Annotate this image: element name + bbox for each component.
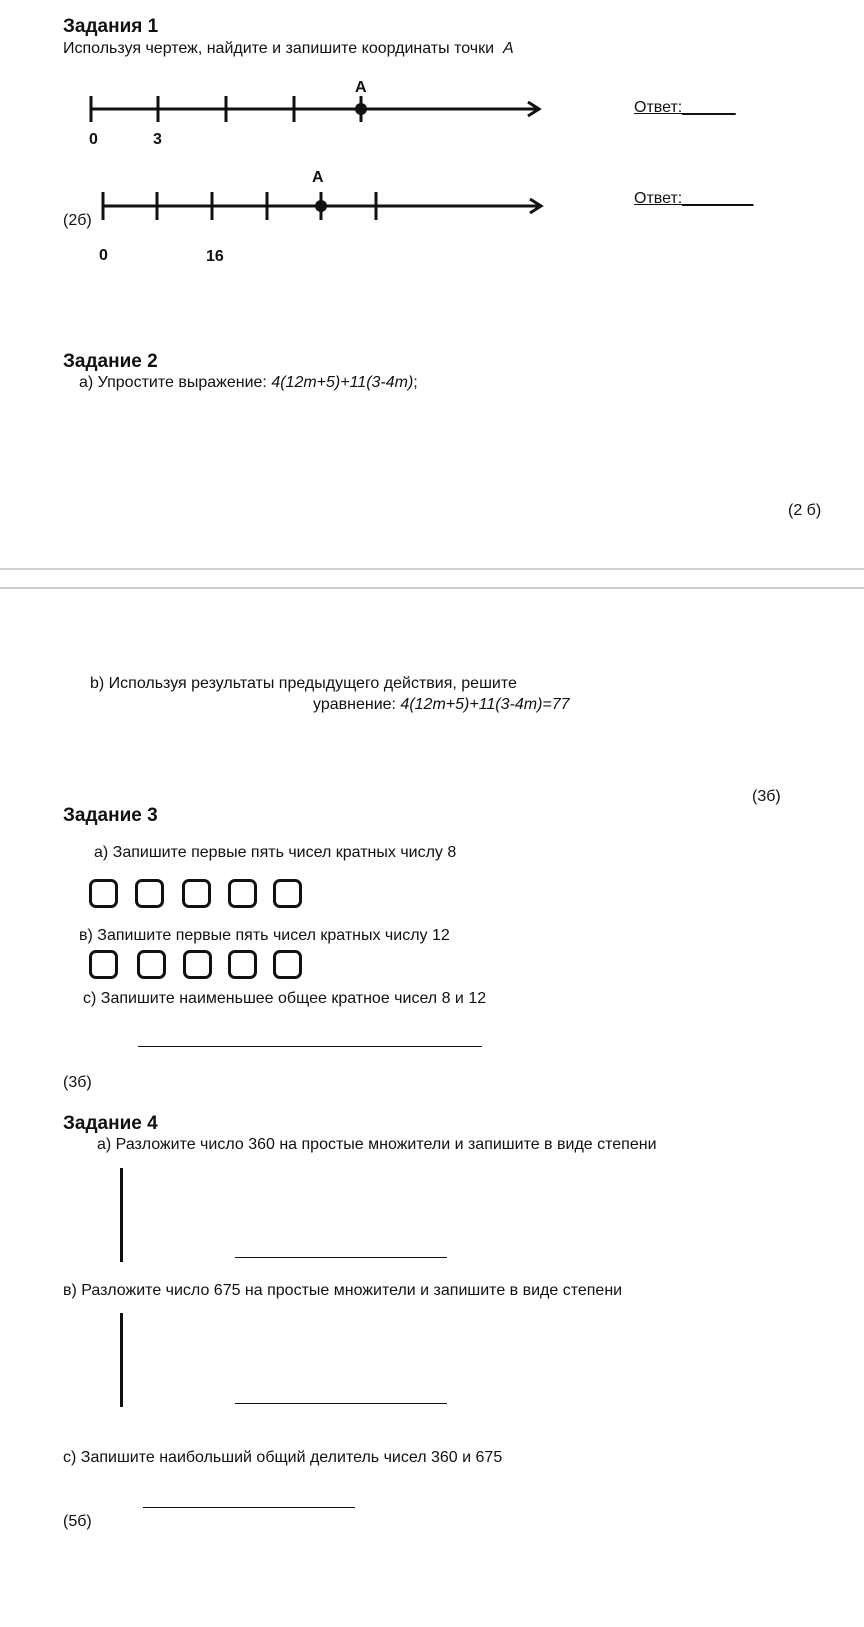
line2-points: (2б) [63,212,92,229]
task4-c-answer-line[interactable] [143,1507,355,1508]
number-line-2-point-a [315,200,327,212]
task3-part-a: а) Запишите первые пять чисел кратных числу 8 [94,844,457,861]
task2-part-a-text: а) Упростите выражение: [79,374,267,391]
line1-tick1: 3 [153,131,162,148]
task2-title: Задание 2 [63,351,158,372]
task4-part-a: а) Разложите число 360 на простые множители и запишите в виде степени [97,1136,657,1153]
answer-box[interactable] [228,879,257,908]
number-line-1-point-a [355,103,367,115]
task4-points: (5б) [63,1513,92,1530]
line2-answer: Ответ:________ [634,190,754,207]
task2-part-b-line1: b) Используя результаты предыдущего действия, решите [90,675,517,692]
task2-part-b-line2 [313,696,570,714]
task2-part-a-end: ; [413,374,418,391]
task1-title: Задания 1 [63,16,159,37]
page-break-bottom [0,587,864,589]
task4-title: Задание 4 [63,1113,158,1134]
line1-answer: Ответ:______ [634,99,736,116]
answer-box[interactable] [89,950,118,979]
task2-part-b-text2: уравнение: [313,696,396,713]
task4-a-answer-line[interactable] [235,1257,447,1258]
page-break-top [0,568,864,570]
task2-part-b-expr: 4(12m+5)+11(3-4m)=77 [400,696,570,713]
factor-bar [120,1168,123,1262]
task3-points: (3б) [63,1074,92,1091]
line2-tick0: 0 [99,247,108,264]
task2-part-a [79,374,418,392]
answer-box[interactable] [89,879,118,908]
answer-box[interactable] [182,879,211,908]
answer-box[interactable] [273,950,302,979]
task2-part-b-points: (3б) [752,788,781,805]
task1-instruction-text: Используя чертеж, найдите и запишите координаты точки [63,40,495,57]
line2-tick1: 16 [206,248,224,265]
answer-box[interactable] [137,950,166,979]
task2-part-a-expr: 4(12m+5)+11(3-4m) [271,374,414,391]
line1-label-a: A [355,79,367,96]
task4-b-answer-line[interactable] [235,1403,447,1404]
answer-box[interactable] [135,879,164,908]
task3-title: Задание 3 [63,805,158,826]
task1-point-name: A [502,40,514,57]
line2-label-a: A [312,169,324,186]
task3-part-c: с) Запишите наименьшее общее кратное чисел 8 и 12 [83,990,487,1007]
task3-answer-line[interactable] [138,1046,482,1047]
task2-part-a-points: (2 б) [788,502,822,519]
task4-part-b: в) Разложите число 675 на простые множители и запишите в виде степени [63,1282,623,1299]
task3-part-b: в) Запишите первые пять чисел кратных числу 12 [79,927,450,944]
number-line-1 [0,70,560,160]
task1-instruction [63,40,514,58]
answer-box[interactable] [273,879,302,908]
task4-part-c: с) Запишите наибольший общий делитель чисел 360 и 675 [63,1449,503,1466]
line1-tick0: 0 [89,131,98,148]
answer-box[interactable] [183,950,212,979]
factor-bar [120,1313,123,1407]
answer-box[interactable] [228,950,257,979]
